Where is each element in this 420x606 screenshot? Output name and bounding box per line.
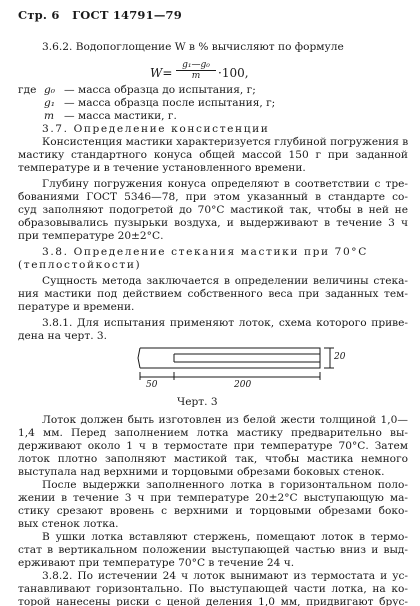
tray-end	[138, 348, 140, 368]
formula-denominator: m	[191, 71, 201, 81]
tray-drawing	[100, 346, 340, 382]
text-line: После выдержки заполненного лотка в горизонтальном поло-	[42, 479, 408, 491]
heading-3-8-sub: (теплостойкости)	[18, 259, 142, 271]
text-line: Консистенция мастики характеризуется глубиной погружения в	[42, 136, 409, 148]
legend-desc: — масса мастики, г.	[64, 110, 177, 122]
text-line: бованиями ГОСТ 5346—78, при этом указанный в стандарте со-	[18, 191, 408, 203]
text-line: стат в вертикальном положении выступающей частью вниз и выд-	[18, 544, 408, 556]
page-header	[18, 8, 182, 22]
formula-lhs: W=	[150, 66, 173, 80]
text-line: образовывались пузырьки воздуха, и выдерживают в течение 3 ч	[18, 217, 408, 229]
text-line: суд заполняют подогретой до 70°С мастикой так, чтобы в ней не	[18, 204, 408, 216]
text-line: температуре и в течение установленного времени.	[18, 162, 306, 174]
text-line: лоток плотно заполняют мастикой так, чтобы мастика немного	[18, 453, 408, 465]
dim-length-lines	[140, 372, 320, 380]
text-line: танавливают горизонтально. По выступающей части лотка, на ко-	[18, 583, 408, 595]
dim-height-line	[324, 348, 334, 368]
standard-code: ГОСТ 14791—79	[72, 8, 182, 22]
paragraph-3-6-2: 3.6.2. Водопоглощение W в % вычисляют по формуле	[42, 41, 344, 53]
drawing-caption: Черт. 3	[177, 396, 218, 408]
formula-rhs: ·100,	[218, 66, 249, 80]
legend-row	[18, 84, 256, 97]
dim-height-label: 20	[334, 352, 346, 362]
text-line: Лоток должен быть изготовлен из белой жести толщиной 1,0—	[42, 414, 408, 426]
heading-3-8: 3.8. Определение стекания мастики при 70°С	[42, 246, 368, 258]
text-line: ерживают при температуре 70°С в течение 24 ч.	[18, 557, 295, 569]
text-line: при температуре 20±2°С.	[18, 230, 164, 242]
water-absorption-formula	[150, 60, 280, 86]
formula-fraction	[176, 60, 216, 81]
legend-prefix: где	[18, 84, 37, 96]
text-line: пературе и времени.	[18, 301, 135, 313]
legend-desc: — масса образца до испытания, г;	[64, 84, 256, 96]
formula-numerator: g₁—g₀	[176, 60, 216, 71]
dim-left-label: 50	[146, 380, 158, 390]
tray-inner	[174, 354, 320, 362]
text-line: вых стенок лотка.	[18, 518, 119, 530]
legend-symbol: g₀	[44, 84, 56, 96]
text-line: В ушки лотка вставляют стержень, помещают лоток в термо-	[42, 531, 408, 543]
legend-symbol: m	[44, 110, 55, 122]
text-line: жении в течение 3 ч при температуре 20±2°С выступающую ма-	[18, 492, 408, 504]
text-line: торой нанесены риски с ценой деления 1,0 мм, придвигают брус-	[18, 596, 408, 606]
page-number: Стр. 6	[18, 8, 60, 22]
text-line: мастику стандартного конуса общей массой 150 г при заданной	[18, 149, 408, 161]
text-line: 1,4 мм. Перед заполнением лотка мастику предварительно вы-	[18, 427, 408, 439]
tray-outline	[140, 348, 320, 368]
legend-row	[18, 110, 177, 123]
text-line: 3.8.1. Для испытания применяют лоток, схема которого приве-	[42, 317, 408, 329]
legend-desc: — масса образца после испытания, г;	[64, 97, 276, 109]
text-line: Сущность метода заключается в определении величины стека-	[42, 275, 408, 287]
text-line: Глубину погружения конуса определяют в соответствии с тре-	[42, 178, 408, 190]
dim-main-label: 200	[234, 380, 252, 390]
text-line: ния мастики под действием собственного веса при заданных тем-	[18, 288, 408, 300]
legend-row	[18, 97, 275, 110]
text-line: выступала над верхними и торцовыми обрезами боковых стенок.	[18, 466, 385, 478]
text-line: держивают около 1 ч в термостате при температуре 70°С. Затем	[18, 440, 408, 452]
text-line: 3.8.2. По истечении 24 ч лоток вынимают из термостата и ус-	[42, 570, 408, 582]
legend-symbol: g₁	[44, 97, 56, 109]
heading-3-7: 3.7. Определение консистенции	[42, 123, 270, 135]
text-line: дена на черт. 3.	[18, 330, 108, 342]
text-line: стику срезают вровень с верхними и торцовыми обрезами боко-	[18, 505, 408, 517]
